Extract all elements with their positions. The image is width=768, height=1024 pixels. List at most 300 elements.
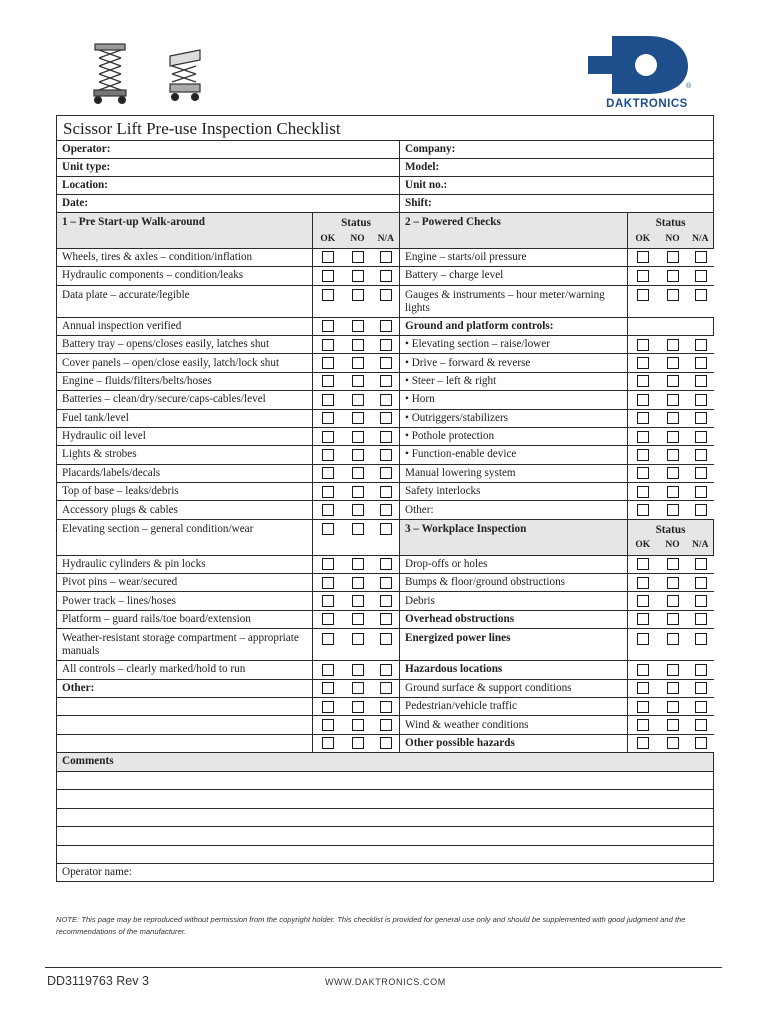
- checkbox[interactable]: [637, 339, 649, 351]
- left-item: Top of base – leaks/debris: [57, 483, 313, 501]
- left-item: Power track – lines/hoses: [57, 592, 313, 610]
- checkbox[interactable]: [667, 633, 679, 645]
- checkbox[interactable]: [667, 394, 679, 406]
- status-ok-cell: [628, 610, 658, 628]
- svg-text:®: ®: [686, 83, 692, 90]
- left-item: Wheels, tires & axles – condition/inflation: [57, 248, 313, 266]
- left-item: Fuel tank/level: [57, 409, 313, 427]
- right-item: • Function-enable device: [400, 446, 628, 464]
- checkbox[interactable]: [352, 701, 364, 713]
- checkbox[interactable]: [352, 412, 364, 424]
- status-ok-cell: [628, 391, 658, 409]
- checkbox[interactable]: [695, 412, 707, 424]
- checkbox[interactable]: [322, 431, 334, 443]
- status-na-cell: [688, 335, 714, 353]
- status-na-cell: [373, 574, 400, 592]
- checkbox[interactable]: [637, 449, 649, 461]
- checkbox[interactable]: [380, 504, 392, 516]
- checklist-row: [57, 592, 714, 610]
- left-item: Elevating section – general condition/wear: [57, 519, 313, 555]
- checkbox[interactable]: [352, 504, 364, 516]
- status-no-cell: [343, 661, 373, 679]
- status-ok-cell: [313, 661, 343, 679]
- checkbox[interactable]: [667, 339, 679, 351]
- checkbox[interactable]: [322, 375, 334, 387]
- checkbox[interactable]: [667, 486, 679, 498]
- status-ok-cell: [628, 592, 658, 610]
- checklist-row: [57, 317, 714, 335]
- left-item: Other:: [57, 679, 313, 697]
- checkbox[interactable]: [667, 467, 679, 479]
- checkbox[interactable]: [322, 339, 334, 351]
- right-item: Bumps & floor/ground obstructions: [400, 574, 628, 592]
- checkbox[interactable]: [695, 504, 707, 516]
- checkbox[interactable]: [695, 431, 707, 443]
- status-no-cell: [658, 409, 688, 427]
- checkbox[interactable]: [667, 504, 679, 516]
- checkbox[interactable]: [322, 289, 334, 301]
- checkbox[interactable]: [322, 486, 334, 498]
- checkbox[interactable]: [322, 523, 334, 535]
- checkbox[interactable]: [695, 251, 707, 263]
- status-no-cell: [658, 446, 688, 464]
- status-no-cell: [658, 501, 688, 519]
- checkbox[interactable]: [695, 486, 707, 498]
- right-item: Safety interlocks: [400, 483, 628, 501]
- left-item: Weather-resistant storage compartment – appropriate manuals: [57, 629, 313, 661]
- checkbox[interactable]: [380, 682, 392, 694]
- checkbox[interactable]: [695, 701, 707, 713]
- checkbox[interactable]: [667, 701, 679, 713]
- checkbox[interactable]: [695, 737, 707, 749]
- checkbox[interactable]: [695, 633, 707, 645]
- checkbox[interactable]: [667, 357, 679, 369]
- checkbox[interactable]: [667, 558, 679, 570]
- comment-line[interactable]: [57, 827, 714, 846]
- col-ok: OK: [313, 230, 343, 248]
- status-no-cell: [343, 734, 373, 752]
- status-ok-cell: [628, 501, 658, 519]
- status-no-cell: [658, 697, 688, 715]
- checkbox[interactable]: [380, 251, 392, 263]
- checklist-row: [57, 501, 714, 519]
- status-na-cell: [688, 248, 714, 266]
- checkbox[interactable]: [380, 412, 392, 424]
- operator-name-field[interactable]: Operator name:: [57, 864, 714, 882]
- status-no-cell: [343, 391, 373, 409]
- checkbox[interactable]: [667, 251, 679, 263]
- field-date[interactable]: Date:: [57, 195, 400, 213]
- status-ok-cell: [628, 446, 658, 464]
- section-3-header: 3 – Workplace Inspection: [400, 519, 628, 555]
- checkbox[interactable]: [637, 467, 649, 479]
- checkbox[interactable]: [637, 613, 649, 625]
- status-na-cell: [688, 409, 714, 427]
- checkbox[interactable]: [322, 682, 334, 694]
- checkbox[interactable]: [637, 595, 649, 607]
- right-item: Other possible hazards: [400, 734, 628, 752]
- status-na-cell: [373, 372, 400, 390]
- status-ok-cell: [628, 716, 658, 734]
- checkbox[interactable]: [352, 467, 364, 479]
- left-item: Pivot pins – wear/secured: [57, 574, 313, 592]
- col-na: N/A: [373, 230, 400, 248]
- checkbox[interactable]: [667, 375, 679, 387]
- status-ok-cell: [628, 372, 658, 390]
- status-no-cell: [658, 427, 688, 445]
- status-no-cell: [343, 372, 373, 390]
- brand-name: DAKTRONICS: [606, 98, 688, 110]
- checkbox[interactable]: [637, 357, 649, 369]
- status-na-cell: [688, 610, 714, 628]
- checkbox[interactable]: [667, 431, 679, 443]
- checkbox[interactable]: [352, 251, 364, 263]
- checkbox[interactable]: [637, 504, 649, 516]
- checkbox[interactable]: [667, 664, 679, 676]
- status-ok-cell: [313, 409, 343, 427]
- status-no-cell: [343, 335, 373, 353]
- checkbox[interactable]: [352, 577, 364, 589]
- checkbox[interactable]: [380, 320, 392, 332]
- checkbox[interactable]: [380, 357, 392, 369]
- left-item: Annual inspection verified: [57, 317, 313, 335]
- checkbox[interactable]: [322, 449, 334, 461]
- status-no-cell: [658, 391, 688, 409]
- left-item: All controls – clearly marked/hold to run: [57, 661, 313, 679]
- status-no-cell: [343, 317, 373, 335]
- checkbox[interactable]: [322, 504, 334, 516]
- checkbox[interactable]: [352, 613, 364, 625]
- comment-line[interactable]: [57, 845, 714, 864]
- checkbox[interactable]: [667, 270, 679, 282]
- checkbox[interactable]: [667, 577, 679, 589]
- checkbox[interactable]: [380, 289, 392, 301]
- left-item: Accessory plugs & cables: [57, 501, 313, 519]
- checklist-row: [57, 446, 714, 464]
- status-ok-cell: [628, 629, 658, 661]
- checkbox[interactable]: [380, 633, 392, 645]
- checkbox[interactable]: [380, 486, 392, 498]
- status-ok-cell: [313, 629, 343, 661]
- status-no-cell: [343, 354, 373, 372]
- checkbox[interactable]: [695, 449, 707, 461]
- checkbox[interactable]: [352, 682, 364, 694]
- checklist-row: [57, 483, 714, 501]
- col-no: NO: [658, 537, 688, 555]
- checklist-row: [57, 427, 714, 445]
- checkbox[interactable]: [380, 394, 392, 406]
- status-no-cell: [343, 629, 373, 661]
- checkbox[interactable]: [322, 719, 334, 731]
- checkbox[interactable]: [380, 737, 392, 749]
- checkbox[interactable]: [322, 251, 334, 263]
- right-item: • Outriggers/stabilizers: [400, 409, 628, 427]
- checkbox[interactable]: [695, 595, 707, 607]
- checkbox[interactable]: [352, 375, 364, 387]
- status-na-cell: [373, 335, 400, 353]
- right-item: Pedestrian/vehicle traffic: [400, 697, 628, 715]
- checkbox[interactable]: [322, 270, 334, 282]
- field-company[interactable]: Company:: [400, 141, 714, 159]
- status-no-cell: [658, 629, 688, 661]
- col-ok: OK: [628, 230, 658, 248]
- checkbox[interactable]: [380, 467, 392, 479]
- checkbox[interactable]: [380, 431, 392, 443]
- checkbox[interactable]: [695, 375, 707, 387]
- right-item: Other:: [400, 501, 628, 519]
- checkbox[interactable]: [637, 412, 649, 424]
- checklist-row: [57, 734, 714, 752]
- status-na-cell: [373, 464, 400, 482]
- checkbox[interactable]: [352, 320, 364, 332]
- checkbox[interactable]: [380, 664, 392, 676]
- status-ok-cell: [313, 248, 343, 266]
- checkbox[interactable]: [637, 558, 649, 570]
- checkbox[interactable]: [352, 270, 364, 282]
- checkbox[interactable]: [352, 357, 364, 369]
- checkbox[interactable]: [352, 449, 364, 461]
- status-ok-cell: [313, 391, 343, 409]
- status-ok-cell: [313, 267, 343, 285]
- checkbox[interactable]: [695, 339, 707, 351]
- checkbox[interactable]: [667, 289, 679, 301]
- checklist-row: [57, 716, 714, 734]
- checkbox[interactable]: [380, 613, 392, 625]
- status-ok-cell: [313, 501, 343, 519]
- form-title: Scissor Lift Pre-use Inspection Checklist: [57, 116, 714, 141]
- checkbox[interactable]: [637, 394, 649, 406]
- checkbox[interactable]: [637, 633, 649, 645]
- status-na-cell: [688, 555, 714, 573]
- status-ok-cell: [628, 267, 658, 285]
- status-no-cell: [658, 464, 688, 482]
- checkbox[interactable]: [667, 682, 679, 694]
- status-ok-cell: [628, 555, 658, 573]
- checkbox[interactable]: [352, 719, 364, 731]
- checkbox[interactable]: [352, 595, 364, 607]
- comment-line[interactable]: [57, 790, 714, 809]
- checkbox[interactable]: [352, 339, 364, 351]
- status-na-cell: [373, 519, 400, 555]
- status-no-cell: [658, 483, 688, 501]
- checkbox[interactable]: [667, 737, 679, 749]
- checkbox[interactable]: [637, 719, 649, 731]
- document-number: DD3119763 Rev 3: [47, 974, 149, 988]
- checkbox[interactable]: [667, 613, 679, 625]
- checklist-row: [57, 372, 714, 390]
- status-ok-cell: [313, 317, 343, 335]
- left-item: Platform – guard rails/toe board/extension: [57, 610, 313, 628]
- status-no-cell: [343, 285, 373, 317]
- checkbox[interactable]: [695, 357, 707, 369]
- checkbox[interactable]: [667, 412, 679, 424]
- checkbox[interactable]: [667, 595, 679, 607]
- status-ok-cell: [313, 610, 343, 628]
- left-item: Battery tray – opens/closes easily, latches shut: [57, 335, 313, 353]
- status-ok-cell: [313, 446, 343, 464]
- status-no-cell: [343, 555, 373, 573]
- copyright-note: NOTE: This page may be reproduced without permission from the copyright holder. This checklist is provided for general use only and should be supplemented with good judgment and the recommendations of the manufacturer.: [56, 915, 686, 936]
- checkbox[interactable]: [380, 375, 392, 387]
- status-na-cell: [373, 629, 400, 661]
- status-no-cell: [343, 446, 373, 464]
- status-no-cell: [658, 354, 688, 372]
- status-no-cell: [658, 335, 688, 353]
- checkbox[interactable]: [352, 664, 364, 676]
- checkbox[interactable]: [322, 320, 334, 332]
- checkbox[interactable]: [380, 719, 392, 731]
- status-ok-cell: [313, 519, 343, 555]
- checkbox[interactable]: [667, 449, 679, 461]
- checkbox[interactable]: [322, 357, 334, 369]
- right-item: Drop-offs or holes: [400, 555, 628, 573]
- checkbox[interactable]: [380, 339, 392, 351]
- inspection-checklist-table: [56, 115, 714, 882]
- comments-header: Comments: [57, 753, 714, 771]
- checkbox[interactable]: [322, 613, 334, 625]
- left-item: Hydraulic oil level: [57, 427, 313, 445]
- checklist-row: [57, 610, 714, 628]
- checkbox[interactable]: [637, 664, 649, 676]
- checkbox[interactable]: [695, 270, 707, 282]
- left-item: Cover panels – open/close easily, latch/lock shut: [57, 354, 313, 372]
- comment-line[interactable]: [57, 771, 714, 790]
- checkbox[interactable]: [322, 467, 334, 479]
- left-item: Hydraulic components – condition/leaks: [57, 267, 313, 285]
- field-location[interactable]: Location:: [57, 177, 400, 195]
- checkbox[interactable]: [322, 595, 334, 607]
- footer-divider: [45, 967, 722, 968]
- status-no-cell: [658, 372, 688, 390]
- checkbox[interactable]: [667, 719, 679, 731]
- footer-url[interactable]: WWW.DAKTRONICS.COM: [325, 977, 446, 987]
- status-na-cell: [688, 734, 714, 752]
- checkbox[interactable]: [380, 523, 392, 535]
- status-na-cell: [688, 483, 714, 501]
- right-item: • Steer – left & right: [400, 372, 628, 390]
- checkbox[interactable]: [352, 394, 364, 406]
- checkbox[interactable]: [695, 577, 707, 589]
- status-header: Status: [628, 213, 714, 231]
- status-ok-cell: [313, 372, 343, 390]
- checkbox[interactable]: [637, 289, 649, 301]
- checkbox[interactable]: [352, 737, 364, 749]
- status-no-cell: [658, 248, 688, 266]
- right-item: Energized power lines: [400, 629, 628, 661]
- status-na-cell: [373, 716, 400, 734]
- col-no: NO: [658, 230, 688, 248]
- checkbox[interactable]: [352, 558, 364, 570]
- field-unit_type[interactable]: Unit type:: [57, 159, 400, 177]
- checkbox[interactable]: [637, 701, 649, 713]
- checkbox[interactable]: [695, 394, 707, 406]
- status-ok-cell: [628, 483, 658, 501]
- checklist-row: [57, 335, 714, 353]
- comment-line[interactable]: [57, 808, 714, 827]
- checkbox[interactable]: [380, 577, 392, 589]
- checkbox[interactable]: [695, 682, 707, 694]
- checkbox[interactable]: [637, 577, 649, 589]
- checkbox[interactable]: [352, 486, 364, 498]
- checkbox[interactable]: [637, 486, 649, 498]
- field-shift[interactable]: Shift:: [400, 195, 714, 213]
- checkbox[interactable]: [695, 558, 707, 570]
- field-operator[interactable]: Operator:: [57, 141, 400, 159]
- checklist-row: [57, 629, 714, 661]
- status-na-cell: [373, 317, 400, 335]
- checkbox[interactable]: [322, 737, 334, 749]
- status-na-cell: [373, 285, 400, 317]
- checkbox[interactable]: [322, 633, 334, 645]
- right-item: Engine – starts/oil pressure: [400, 248, 628, 266]
- status-na-cell: [688, 372, 714, 390]
- status-ok-cell: [313, 592, 343, 610]
- checkbox[interactable]: [380, 701, 392, 713]
- status-no-cell: [343, 501, 373, 519]
- checkbox[interactable]: [322, 701, 334, 713]
- status-ok-cell: [313, 555, 343, 573]
- status-na-cell: [688, 285, 714, 317]
- status-ok-cell: [313, 716, 343, 734]
- field-unit_no[interactable]: Unit no.:: [400, 177, 714, 195]
- checkbox[interactable]: [322, 577, 334, 589]
- status-no-cell: [343, 592, 373, 610]
- checkbox[interactable]: [637, 270, 649, 282]
- left-item-blank: [57, 716, 313, 734]
- scissor-lift-tall-icon: [94, 44, 126, 104]
- status-no-cell: [343, 248, 373, 266]
- status-ok-cell: [628, 661, 658, 679]
- checkbox[interactable]: [380, 270, 392, 282]
- checkbox[interactable]: [637, 431, 649, 443]
- status-no-cell: [343, 483, 373, 501]
- checkbox[interactable]: [637, 375, 649, 387]
- status-na-cell: [373, 592, 400, 610]
- checkbox[interactable]: [322, 558, 334, 570]
- checkbox[interactable]: [352, 431, 364, 443]
- status-no-cell: [658, 574, 688, 592]
- checkbox[interactable]: [695, 289, 707, 301]
- status-ok-cell: [313, 427, 343, 445]
- status-ok-cell: [628, 354, 658, 372]
- checkbox[interactable]: [352, 523, 364, 535]
- right-item: Manual lowering system: [400, 464, 628, 482]
- status-na-cell: [373, 446, 400, 464]
- status-na-cell: [373, 734, 400, 752]
- checkbox[interactable]: [352, 633, 364, 645]
- checkbox[interactable]: [322, 664, 334, 676]
- checkbox[interactable]: [637, 737, 649, 749]
- checkbox[interactable]: [637, 251, 649, 263]
- left-item-blank: [57, 734, 313, 752]
- checkbox[interactable]: [695, 719, 707, 731]
- section-2-header: 2 – Powered Checks: [400, 213, 628, 249]
- field-model[interactable]: Model:: [400, 159, 714, 177]
- checkbox[interactable]: [380, 449, 392, 461]
- checkbox[interactable]: [380, 595, 392, 607]
- checkbox[interactable]: [695, 467, 707, 479]
- status-na-cell: [373, 483, 400, 501]
- checkbox[interactable]: [695, 613, 707, 625]
- checkbox[interactable]: [637, 682, 649, 694]
- status-ok-cell: [628, 464, 658, 482]
- checkbox[interactable]: [322, 412, 334, 424]
- checkbox[interactable]: [352, 289, 364, 301]
- checkbox[interactable]: [322, 394, 334, 406]
- checkbox[interactable]: [695, 664, 707, 676]
- checkbox[interactable]: [380, 558, 392, 570]
- status-na-cell: [373, 427, 400, 445]
